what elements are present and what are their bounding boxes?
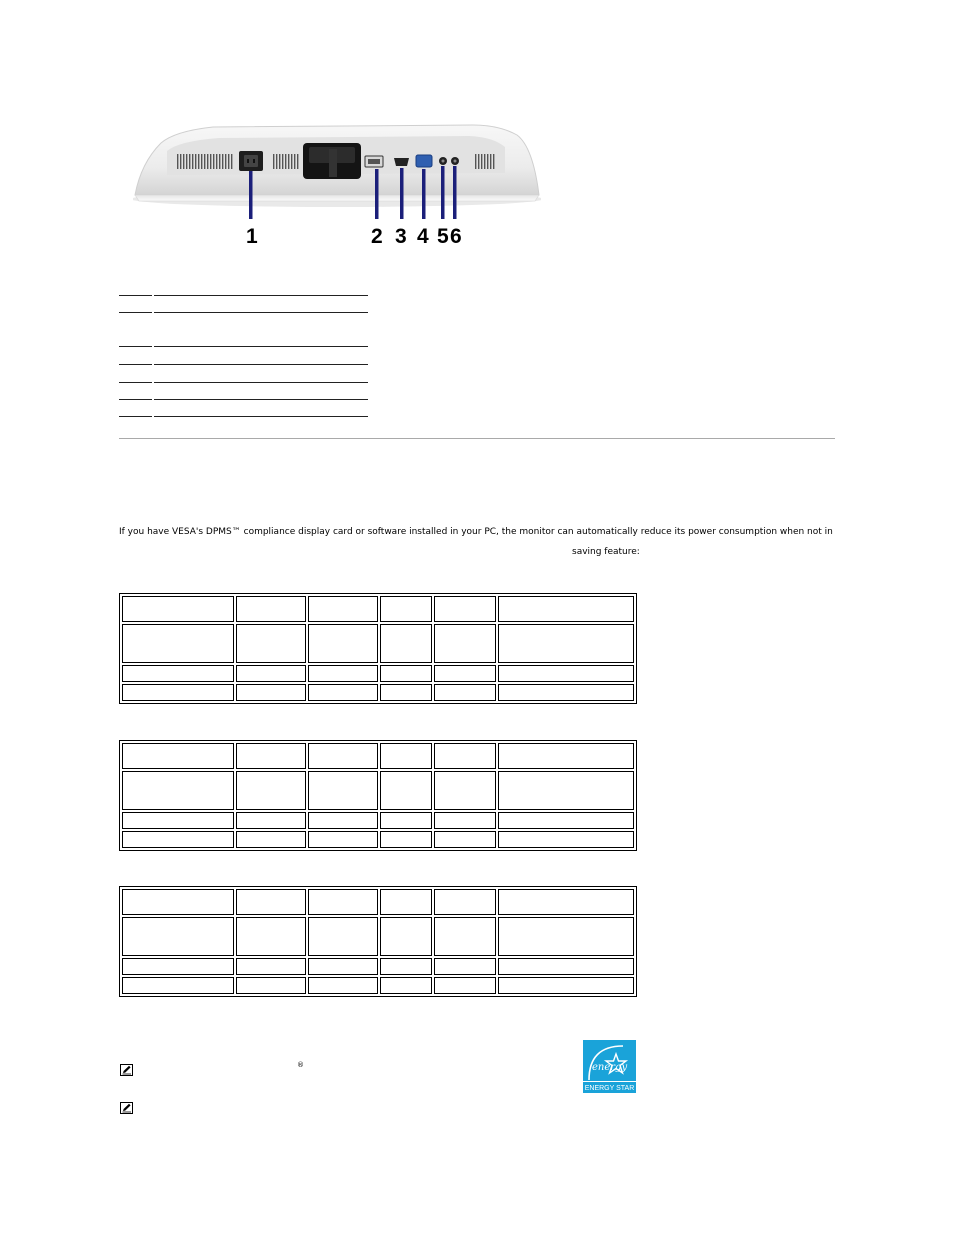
table-cell	[122, 624, 234, 663]
table-cell	[308, 977, 378, 994]
legend-row	[119, 399, 368, 400]
table-cell	[498, 624, 634, 663]
table-cell	[122, 889, 234, 915]
table-cell	[498, 771, 634, 810]
power-modes-table-3	[119, 886, 637, 997]
table-cell	[380, 665, 432, 682]
section-divider	[119, 438, 835, 439]
table-cell	[380, 889, 432, 915]
table-cell	[434, 624, 496, 663]
table-cell	[380, 684, 432, 701]
energy-star-text: ENERGY STAR	[584, 1085, 635, 1092]
table-cell	[236, 743, 306, 769]
energy-script: energy	[592, 1062, 628, 1073]
table-row	[122, 831, 634, 848]
legend-row	[119, 364, 368, 365]
table-cell	[498, 684, 634, 701]
table-row	[122, 771, 634, 810]
table-cell	[308, 596, 378, 622]
table-cell	[434, 596, 496, 622]
table-cell	[122, 958, 234, 975]
table-cell	[434, 958, 496, 975]
registered-mark: ®	[297, 1061, 304, 1069]
table-cell	[308, 917, 378, 956]
table-cell	[122, 831, 234, 848]
table-cell	[236, 812, 306, 829]
table-cell	[308, 624, 378, 663]
table-row	[122, 977, 634, 994]
table-cell	[434, 889, 496, 915]
table-row	[122, 665, 634, 682]
table-cell	[380, 743, 432, 769]
table-cell	[236, 977, 306, 994]
table-cell	[380, 958, 432, 975]
monitor-illustration	[133, 103, 541, 253]
note-pencil-icon	[120, 1099, 133, 1111]
table-cell	[380, 917, 432, 956]
table-cell	[122, 665, 234, 682]
table-cell	[122, 684, 234, 701]
table-cell	[122, 917, 234, 956]
table-cell	[498, 917, 634, 956]
table-cell	[236, 831, 306, 848]
energy-star-icon	[583, 1040, 636, 1093]
table-cell	[236, 665, 306, 682]
table-cell	[308, 665, 378, 682]
table-cell	[308, 889, 378, 915]
table-cell	[434, 831, 496, 848]
table-cell	[380, 812, 432, 829]
table-cell	[122, 743, 234, 769]
table-cell	[236, 917, 306, 956]
note-pencil-icon	[120, 1061, 133, 1073]
table-header-row	[122, 743, 634, 769]
table-cell	[380, 977, 432, 994]
callout-1: 1	[246, 225, 258, 248]
table-cell	[380, 596, 432, 622]
table-cell	[308, 812, 378, 829]
table-cell	[498, 831, 634, 848]
table-cell	[308, 684, 378, 701]
callout-3: 3	[395, 225, 407, 248]
monitor-bottom-view	[133, 103, 541, 253]
table-cell	[498, 743, 634, 769]
callout-4: 4	[417, 225, 429, 248]
table-cell	[380, 771, 432, 810]
table-cell	[236, 958, 306, 975]
legend-row	[119, 346, 368, 347]
table-cell	[498, 977, 634, 994]
table-cell	[308, 771, 378, 810]
table-cell	[308, 958, 378, 975]
table-cell	[122, 596, 234, 622]
table-row	[122, 958, 634, 975]
power-modes-table-1	[119, 593, 637, 704]
table-cell	[434, 771, 496, 810]
table-cell	[236, 596, 306, 622]
table-row	[122, 917, 634, 956]
energy-star-logo	[583, 1040, 636, 1093]
table-cell	[308, 831, 378, 848]
table-cell	[498, 596, 634, 622]
legend-row	[119, 312, 368, 313]
table-cell	[434, 684, 496, 701]
table-cell	[122, 812, 234, 829]
callout-6: 6	[450, 225, 462, 248]
power-management-intro: If you have VESA's DPMS™ compliance display card or software installed in your PC, the monitor can automatically reduce its power consumption when not in	[119, 527, 833, 537]
table-cell	[434, 812, 496, 829]
table-cell	[498, 665, 634, 682]
legend-row	[119, 416, 368, 417]
table-cell	[122, 977, 234, 994]
power-modes-table-2	[119, 740, 637, 851]
callout-2: 2	[371, 225, 383, 248]
table-cell	[308, 743, 378, 769]
table-header-row	[122, 889, 634, 915]
table-cell	[122, 771, 234, 810]
table-row	[122, 812, 634, 829]
table-cell	[236, 684, 306, 701]
table-cell	[380, 624, 432, 663]
power-management-intro-continued: saving feature:	[572, 547, 640, 557]
table-cell	[498, 889, 634, 915]
table-cell	[434, 977, 496, 994]
callout-5: 5	[437, 225, 449, 248]
table-row	[122, 624, 634, 663]
table-cell	[380, 831, 432, 848]
table-cell	[434, 917, 496, 956]
legend-row	[119, 382, 368, 383]
table-cell	[236, 771, 306, 810]
table-header-row	[122, 596, 634, 622]
table-row	[122, 684, 634, 701]
table-cell	[498, 958, 634, 975]
table-cell	[498, 812, 634, 829]
table-cell	[434, 665, 496, 682]
table-cell	[236, 624, 306, 663]
table-cell	[434, 743, 496, 769]
legend-row	[119, 295, 368, 296]
table-cell	[236, 889, 306, 915]
